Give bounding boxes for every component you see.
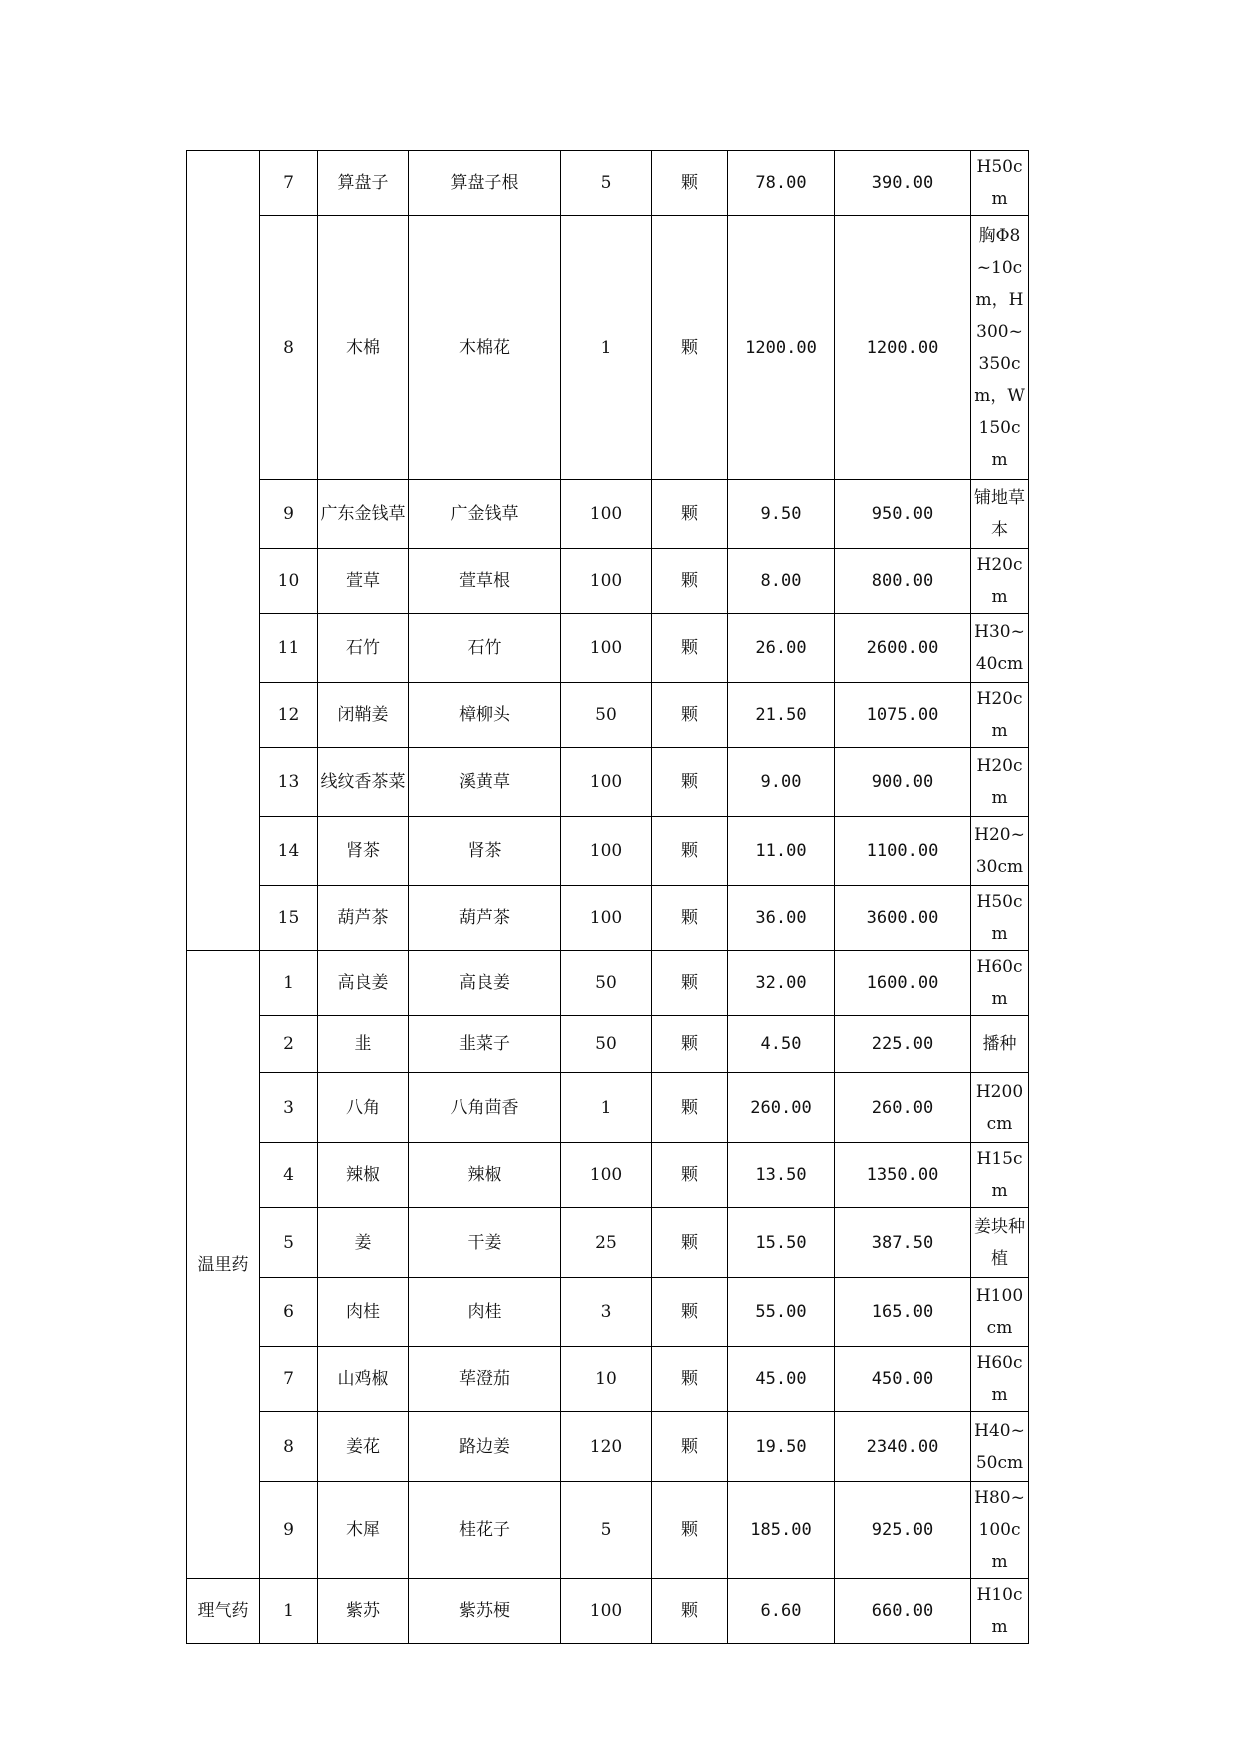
plant-name: 广东金钱草 <box>318 480 409 549</box>
plant-name: 石竹 <box>318 614 409 683</box>
unit-price: 36.00 <box>728 886 835 951</box>
total-price: 260.00 <box>835 1073 971 1143</box>
unit-price: 185.00 <box>728 1482 835 1579</box>
unit: 颗 <box>652 151 728 216</box>
table-row <box>187 1347 1029 1412</box>
herb-name: 肾茶 <box>409 817 561 886</box>
table-row <box>187 1482 1029 1579</box>
row-number: 14 <box>260 817 318 886</box>
specification: H60cm <box>971 1347 1029 1412</box>
unit: 颗 <box>652 480 728 549</box>
table-row <box>187 748 1029 817</box>
plant-name: 姜 <box>318 1208 409 1278</box>
specification: H60cm <box>971 951 1029 1016</box>
plant-name: 山鸡椒 <box>318 1347 409 1412</box>
specification: H100cm <box>971 1278 1029 1347</box>
table-row <box>187 886 1029 951</box>
quantity: 5 <box>561 1482 652 1579</box>
table-body <box>187 151 1029 1644</box>
table-row <box>187 1073 1029 1143</box>
quantity: 1 <box>561 1073 652 1143</box>
specification: 播种 <box>971 1016 1029 1073</box>
total-price: 450.00 <box>835 1347 971 1412</box>
unit: 颗 <box>652 817 728 886</box>
plant-name: 算盘子 <box>318 151 409 216</box>
specification: H20cm <box>971 748 1029 817</box>
herb-name: 韭菜子 <box>409 1016 561 1073</box>
herb-name: 萱草根 <box>409 549 561 614</box>
unit-price: 19.50 <box>728 1412 835 1482</box>
specification: H50cm <box>971 886 1029 951</box>
quantity: 50 <box>561 683 652 748</box>
quantity: 100 <box>561 1143 652 1208</box>
table-row <box>187 216 1029 480</box>
unit-price: 11.00 <box>728 817 835 886</box>
table-row <box>187 549 1029 614</box>
unit: 颗 <box>652 1143 728 1208</box>
unit-price: 13.50 <box>728 1143 835 1208</box>
unit: 颗 <box>652 886 728 951</box>
specification: H200cm <box>971 1073 1029 1143</box>
herb-name: 辣椒 <box>409 1143 561 1208</box>
table-row <box>187 1016 1029 1073</box>
category-cell <box>187 151 260 951</box>
row-number: 15 <box>260 886 318 951</box>
quantity: 100 <box>561 480 652 549</box>
specification: H20~30cm <box>971 817 1029 886</box>
total-price: 1100.00 <box>835 817 971 886</box>
total-price: 800.00 <box>835 549 971 614</box>
total-price: 390.00 <box>835 151 971 216</box>
category-cell: 理气药 <box>187 1579 260 1644</box>
specification: H20cm <box>971 683 1029 748</box>
table-row <box>187 614 1029 683</box>
row-number: 6 <box>260 1278 318 1347</box>
specification: H40~50cm <box>971 1412 1029 1482</box>
quantity: 1 <box>561 216 652 480</box>
quantity: 100 <box>561 549 652 614</box>
row-number: 9 <box>260 1482 318 1579</box>
plant-name: 紫苏 <box>318 1579 409 1644</box>
total-price: 660.00 <box>835 1579 971 1644</box>
specification: H50cm <box>971 151 1029 216</box>
quantity: 100 <box>561 748 652 817</box>
unit-price: 55.00 <box>728 1278 835 1347</box>
specification: 姜块种植 <box>971 1208 1029 1278</box>
quantity: 50 <box>561 1016 652 1073</box>
plant-name: 葫芦茶 <box>318 886 409 951</box>
herb-name: 樟柳头 <box>409 683 561 748</box>
total-price: 387.50 <box>835 1208 971 1278</box>
table-row <box>187 1278 1029 1347</box>
plant-name: 木棉 <box>318 216 409 480</box>
unit: 颗 <box>652 1016 728 1073</box>
table-row <box>187 1579 1029 1644</box>
row-number: 4 <box>260 1143 318 1208</box>
plant-name: 韭 <box>318 1016 409 1073</box>
quantity: 50 <box>561 951 652 1016</box>
plant-name: 萱草 <box>318 549 409 614</box>
total-price: 2340.00 <box>835 1412 971 1482</box>
unit-price: 45.00 <box>728 1347 835 1412</box>
quantity: 100 <box>561 1579 652 1644</box>
herb-name: 干姜 <box>409 1208 561 1278</box>
quantity: 10 <box>561 1347 652 1412</box>
specification: 铺地草本 <box>971 480 1029 549</box>
herb-name: 高良姜 <box>409 951 561 1016</box>
unit-price: 32.00 <box>728 951 835 1016</box>
plant-name: 八角 <box>318 1073 409 1143</box>
row-number: 12 <box>260 683 318 748</box>
herb-name: 路边姜 <box>409 1412 561 1482</box>
unit: 颗 <box>652 951 728 1016</box>
row-number: 7 <box>260 151 318 216</box>
total-price: 1600.00 <box>835 951 971 1016</box>
row-number: 1 <box>260 951 318 1016</box>
unit: 颗 <box>652 614 728 683</box>
table-row <box>187 1412 1029 1482</box>
quantity: 100 <box>561 614 652 683</box>
unit-price: 26.00 <box>728 614 835 683</box>
total-price: 925.00 <box>835 1482 971 1579</box>
table-row <box>187 817 1029 886</box>
total-price: 900.00 <box>835 748 971 817</box>
quantity: 100 <box>561 817 652 886</box>
specification: H15cm <box>971 1143 1029 1208</box>
herb-name: 石竹 <box>409 614 561 683</box>
row-number: 3 <box>260 1073 318 1143</box>
row-number: 5 <box>260 1208 318 1278</box>
unit-price: 9.50 <box>728 480 835 549</box>
specification: 胸Φ8~10cm，H300~350cm，W150cm <box>971 216 1029 480</box>
total-price: 2600.00 <box>835 614 971 683</box>
row-number: 7 <box>260 1347 318 1412</box>
total-price: 225.00 <box>835 1016 971 1073</box>
quantity: 5 <box>561 151 652 216</box>
unit: 颗 <box>652 216 728 480</box>
quantity: 120 <box>561 1412 652 1482</box>
specification: H10cm <box>971 1579 1029 1644</box>
total-price: 1350.00 <box>835 1143 971 1208</box>
unit: 颗 <box>652 748 728 817</box>
herb-name: 肉桂 <box>409 1278 561 1347</box>
unit: 颗 <box>652 1073 728 1143</box>
table-row <box>187 1208 1029 1278</box>
unit-price: 260.00 <box>728 1073 835 1143</box>
herb-name: 溪黄草 <box>409 748 561 817</box>
unit-price: 8.00 <box>728 549 835 614</box>
plant-name: 肾茶 <box>318 817 409 886</box>
row-number: 1 <box>260 1579 318 1644</box>
plant-name: 姜花 <box>318 1412 409 1482</box>
quantity: 25 <box>561 1208 652 1278</box>
plant-name: 高良姜 <box>318 951 409 1016</box>
herb-name: 八角茴香 <box>409 1073 561 1143</box>
row-number: 8 <box>260 1412 318 1482</box>
row-number: 13 <box>260 748 318 817</box>
quantity: 3 <box>561 1278 652 1347</box>
plant-name: 肉桂 <box>318 1278 409 1347</box>
quantity: 100 <box>561 886 652 951</box>
herb-name: 紫苏梗 <box>409 1579 561 1644</box>
table-row <box>187 480 1029 549</box>
unit: 颗 <box>652 1278 728 1347</box>
unit-price: 21.50 <box>728 683 835 748</box>
herb-name: 广金钱草 <box>409 480 561 549</box>
total-price: 950.00 <box>835 480 971 549</box>
plant-name: 闭鞘姜 <box>318 683 409 748</box>
table-row <box>187 151 1029 216</box>
plant-price-table <box>186 150 1029 1644</box>
unit: 颗 <box>652 1579 728 1644</box>
unit-price: 78.00 <box>728 151 835 216</box>
row-number: 9 <box>260 480 318 549</box>
total-price: 1200.00 <box>835 216 971 480</box>
unit: 颗 <box>652 549 728 614</box>
specification: H80~100cm <box>971 1482 1029 1579</box>
herb-name: 桂花子 <box>409 1482 561 1579</box>
row-number: 11 <box>260 614 318 683</box>
unit: 颗 <box>652 683 728 748</box>
unit-price: 9.00 <box>728 748 835 817</box>
herb-name: 荜澄茄 <box>409 1347 561 1412</box>
category-cell: 温里药 <box>187 951 260 1579</box>
unit: 颗 <box>652 1347 728 1412</box>
herb-name: 算盘子根 <box>409 151 561 216</box>
specification: H20cm <box>971 549 1029 614</box>
unit-price: 4.50 <box>728 1016 835 1073</box>
total-price: 3600.00 <box>835 886 971 951</box>
unit: 颗 <box>652 1412 728 1482</box>
table-row <box>187 1143 1029 1208</box>
plant-name: 木犀 <box>318 1482 409 1579</box>
herb-name: 葫芦茶 <box>409 886 561 951</box>
row-number: 10 <box>260 549 318 614</box>
plant-name: 辣椒 <box>318 1143 409 1208</box>
unit-price: 15.50 <box>728 1208 835 1278</box>
specification: H30~40cm <box>971 614 1029 683</box>
total-price: 1075.00 <box>835 683 971 748</box>
herb-name: 木棉花 <box>409 216 561 480</box>
table-row <box>187 951 1029 1016</box>
total-price: 165.00 <box>835 1278 971 1347</box>
unit: 颗 <box>652 1482 728 1579</box>
unit-price: 6.60 <box>728 1579 835 1644</box>
table-row <box>187 683 1029 748</box>
plant-name: 线纹香茶菜 <box>318 748 409 817</box>
unit: 颗 <box>652 1208 728 1278</box>
row-number: 8 <box>260 216 318 480</box>
row-number: 2 <box>260 1016 318 1073</box>
unit-price: 1200.00 <box>728 216 835 480</box>
